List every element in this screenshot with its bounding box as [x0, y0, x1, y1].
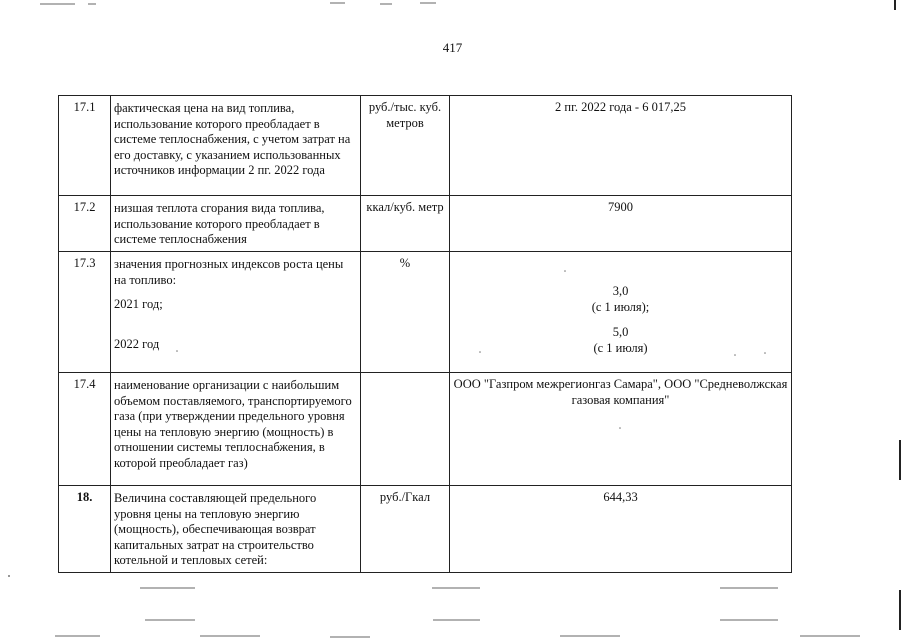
row-number: 17.1: [59, 96, 111, 196]
year-2022-label: 2022 год: [114, 336, 160, 351]
row-unit: [361, 373, 450, 486]
row-description: Величина составляющей предельного уровня цены на тепловую энергию (мощность), обеспечивающая возврат капитальных затрат на строительство котельной и тепловых сетей:: [111, 486, 361, 573]
row-value: 7900: [450, 196, 792, 252]
row-unit: руб./тыс. куб. метров: [361, 96, 450, 196]
row-description: низшая теплота сгорания вида топлива, использование которого преобладает в системе теплоснабжения: [111, 196, 361, 252]
table-row: [59, 96, 792, 196]
table-row: [59, 373, 792, 486]
value-2022: 5,0: [612, 325, 629, 339]
table-row: [59, 486, 792, 573]
row-number: 17.2: [59, 196, 111, 252]
row-description: [111, 252, 361, 373]
row-description: наименование организации с наибольшим объемом поставляемого, транспортируемого газа (при утверждении предельного уровня цены на тепловую энергию (мощность) в отношении системы теплоснабжения, в которой преобладает газ): [111, 373, 361, 486]
row-number: 18.: [59, 486, 111, 573]
value-2021-note: (с 1 июля);: [591, 299, 650, 314]
tariff-table: [58, 95, 792, 573]
row-description-text: значения прогнозных индексов роста цены на топливо:: [114, 257, 344, 287]
row-description: фактическая цена на вид топлива, использование которого преобладает в системе теплоснабжения, с учетом затрат на его доставку, с указанием использованных источников информации 2 пг. 2022 года: [111, 96, 361, 196]
table-row: [59, 252, 792, 373]
value-2022-note: (с 1 июля): [593, 340, 648, 355]
year-2021-label: 2021 год;: [114, 297, 163, 311]
value-2021: 3,0: [612, 284, 629, 298]
row-unit: руб./Гкал: [361, 486, 450, 573]
row-unit: ккал/куб. метр: [361, 196, 450, 252]
table-row: [59, 196, 792, 252]
row-value: 644,33: [450, 486, 792, 573]
row-number: 17.4: [59, 373, 111, 486]
row-value: ООО "Газпром межрегионгаз Самара", ООО "Средневолжская газовая компания": [450, 373, 792, 486]
row-unit: %: [361, 252, 450, 373]
row-number: 17.3: [59, 252, 111, 373]
page-number: 417: [442, 40, 463, 55]
row-value: 2 пг. 2022 года - 6 017,25: [450, 96, 792, 196]
row-value: [450, 252, 792, 373]
